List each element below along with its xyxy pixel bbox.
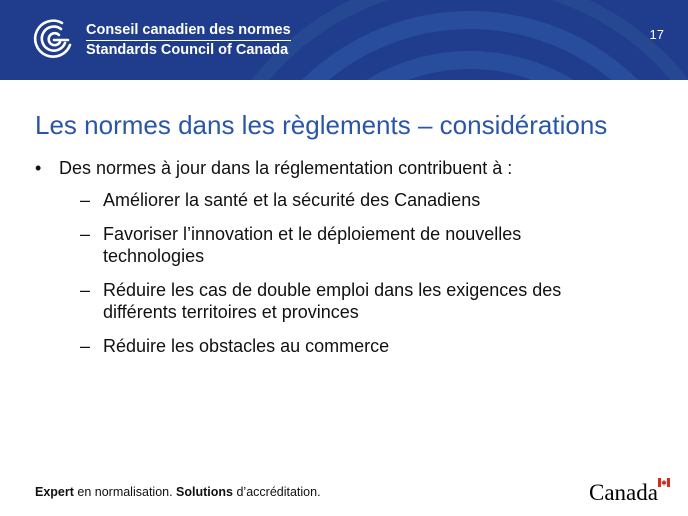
page-number: 17 — [649, 27, 664, 42]
scc-swirl-logo-icon — [32, 15, 74, 65]
sub-item-text: Réduire les obstacles au commerce — [103, 336, 390, 356]
organization-names — [86, 22, 291, 59]
canada-flag-icon — [658, 478, 670, 487]
slide-title: Les normes dans les règlements – considérations — [35, 110, 608, 140]
sub-item — [80, 279, 655, 323]
canada-wordmark — [589, 476, 673, 504]
sub-item-text: Améliorer la santé et la sécurité des Canadiens — [103, 190, 481, 210]
org-name-english: Standards Council of Canada — [86, 40, 291, 59]
tagline-solutions: Solutions — [176, 485, 233, 499]
bullet-item — [35, 157, 655, 179]
slide-header — [0, 0, 688, 80]
sub-item-text: Réduire les cas de double emploi dans les exigences des — [103, 280, 562, 300]
sub-item-text-continued: différents territoires et provinces — [103, 302, 359, 322]
dash-marker: – — [80, 280, 91, 300]
org-name-french: Conseil canadien des normes — [86, 22, 291, 38]
sub-item — [80, 189, 655, 211]
bullet-text: Des normes à jour dans la réglementation contribuent à : — [59, 158, 513, 178]
dash-marker: – — [80, 224, 91, 244]
tagline-solutions-rest: d’accréditation. — [233, 485, 321, 499]
canada-wordmark-text: Canada — [589, 480, 658, 504]
tagline-expert: Expert — [35, 485, 74, 499]
slide-content — [35, 157, 655, 369]
dash-marker: – — [80, 336, 91, 356]
sub-item-text: Favoriser l’innovation et le déploiement de nouvelles — [103, 224, 522, 244]
dash-marker: – — [80, 190, 91, 210]
bullet-marker: • — [35, 158, 42, 178]
tagline-expert-rest: en normalisation. — [73, 485, 177, 499]
sub-item — [80, 335, 655, 357]
sub-item-text-continued: technologies — [103, 246, 205, 266]
sub-item — [80, 223, 655, 267]
footer-tagline — [35, 485, 321, 499]
